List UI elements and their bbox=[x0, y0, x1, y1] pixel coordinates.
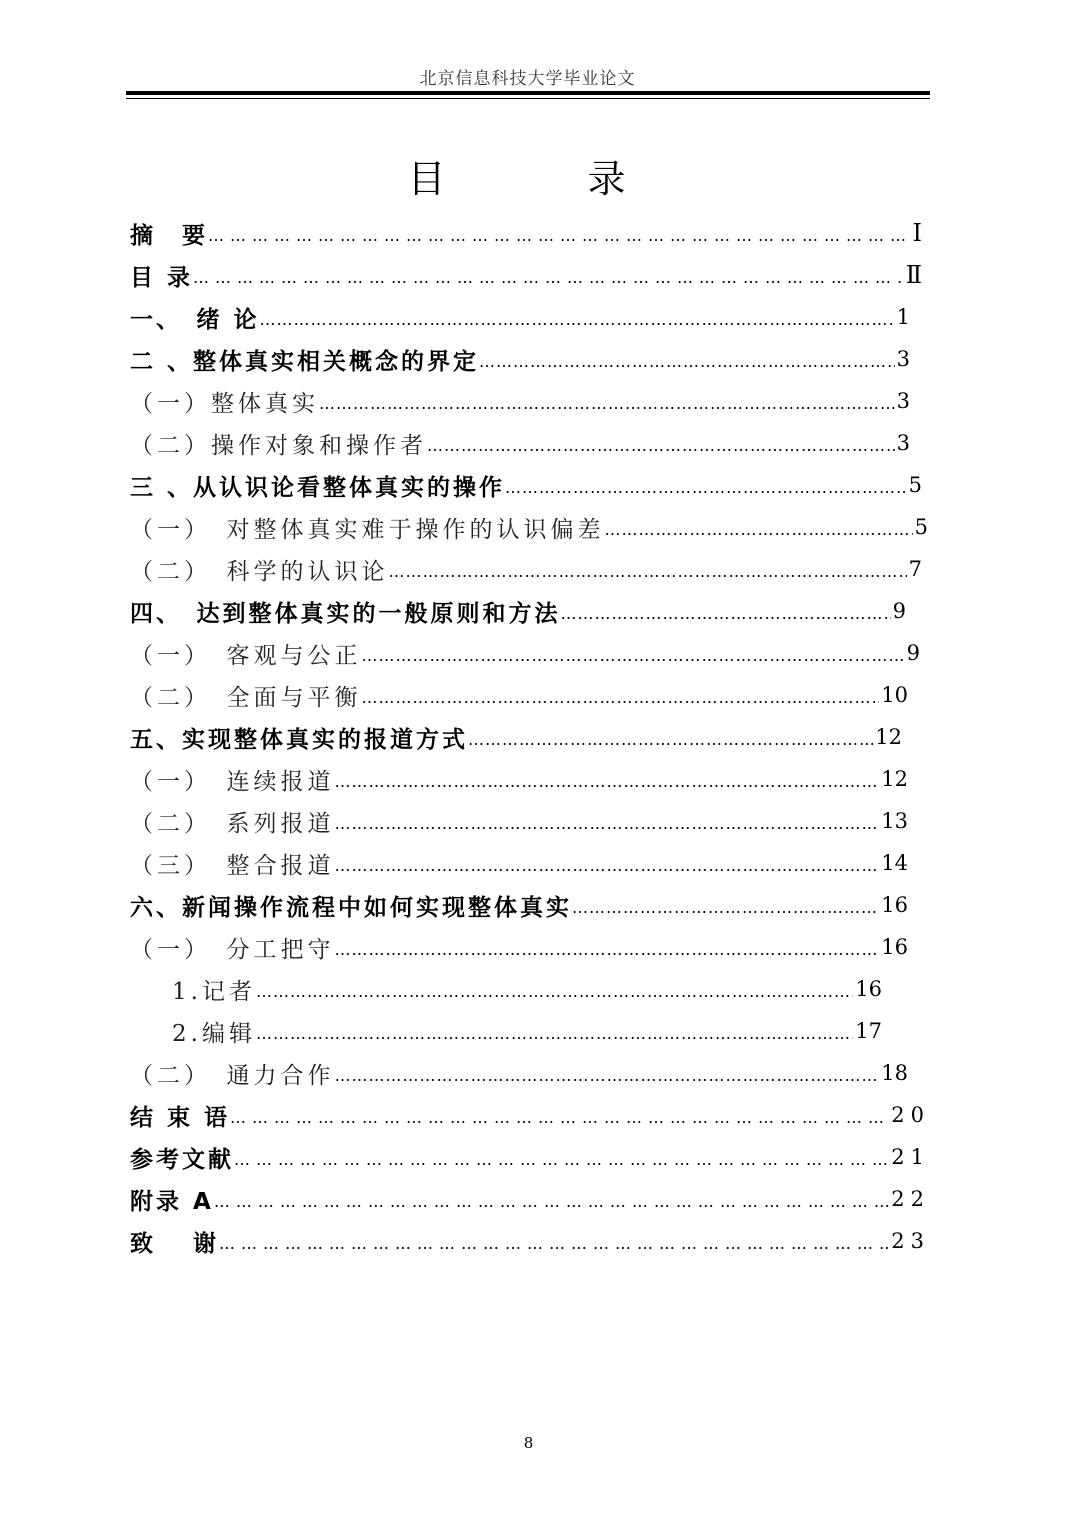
toc-entry-page: Ⅰ bbox=[912, 219, 922, 247]
toc-entry-label: （一） 客观与公正 bbox=[130, 642, 362, 669]
toc-entry-page: 18 bbox=[881, 1061, 908, 1085]
toc-entry-page: 9 bbox=[892, 599, 906, 623]
toc-entry-page: 10 bbox=[881, 683, 908, 707]
toc-entry-label: 二 、整体真实相关概念的界定 bbox=[130, 348, 480, 375]
toc-entry[interactable] bbox=[172, 1011, 882, 1051]
toc-entry[interactable] bbox=[130, 591, 906, 631]
toc-entry-page: 21 bbox=[891, 1145, 930, 1169]
toc-entry[interactable] bbox=[130, 549, 922, 589]
toc-leader-dots bbox=[319, 390, 895, 412]
toc-entry[interactable] bbox=[130, 1095, 930, 1135]
toc-leader-dots bbox=[260, 306, 895, 328]
toc-entry-label: 参考文献 bbox=[130, 1146, 234, 1173]
toc-entry-page: 7 bbox=[908, 557, 922, 581]
toc-entry-page: 12 bbox=[881, 767, 908, 791]
toc-entry-label: 六、新闻操作流程中如何实现整体真实 bbox=[130, 894, 572, 921]
toc-entry[interactable] bbox=[130, 381, 910, 421]
toc-entry-label: 附录 A bbox=[130, 1188, 214, 1215]
toc-entry[interactable] bbox=[130, 297, 910, 337]
toc-entry-page: 17 bbox=[855, 1019, 882, 1043]
toc-entry-label: 1.记者 bbox=[172, 978, 256, 1005]
toc-entry[interactable] bbox=[130, 1137, 930, 1177]
toc-leader-dots bbox=[362, 684, 880, 706]
toc-entry[interactable] bbox=[130, 213, 922, 253]
toc-entry-label: 结 束 语 bbox=[130, 1104, 231, 1131]
toc-entry-label: （一） 对整体真实难于操作的认识偏差 bbox=[130, 516, 605, 543]
toc-entry-page: 9 bbox=[906, 641, 920, 665]
toc-leader-dots bbox=[256, 978, 853, 1000]
toc-entry-label: （二） 系列报道 bbox=[130, 810, 335, 837]
toc-entry-label: （一） 分工把守 bbox=[130, 936, 335, 963]
toc-entry[interactable] bbox=[130, 1179, 930, 1219]
toc-leader-dots bbox=[389, 558, 907, 580]
toc-entry-page: 22 bbox=[891, 1187, 930, 1211]
toc-entry-label: 五、实现整体真实的报道方式 bbox=[130, 726, 468, 753]
toc-entry[interactable] bbox=[130, 717, 902, 757]
toc-entry-page: 5 bbox=[914, 515, 928, 539]
toc-entry-page: 5 bbox=[908, 473, 922, 497]
toc-entry[interactable] bbox=[130, 801, 908, 841]
toc-leader-dots bbox=[335, 768, 880, 790]
toc-entry[interactable] bbox=[130, 633, 920, 673]
toc-leader-dots bbox=[572, 894, 879, 916]
toc-leader-dots bbox=[335, 1062, 880, 1084]
header-rule-thin bbox=[126, 98, 930, 99]
toc-entry-page: 1 bbox=[896, 305, 910, 329]
toc-leader-dots bbox=[427, 432, 895, 454]
running-header: 北京信息科技大学毕业论文 bbox=[419, 69, 636, 89]
toc-leader-dots bbox=[362, 642, 905, 664]
toc-leader-dots bbox=[256, 1020, 853, 1042]
toc-entry-page: Ⅱ bbox=[905, 261, 922, 289]
toc-entry[interactable] bbox=[130, 675, 908, 715]
toc-entry-label: 目 录 bbox=[130, 264, 194, 291]
toc-entry-page: 3 bbox=[896, 389, 910, 413]
toc-entry-label: （一） 连续报道 bbox=[130, 768, 335, 795]
toc-entry-label: 摘 要 bbox=[130, 222, 208, 249]
toc-entry-page: 16 bbox=[881, 935, 908, 959]
toc-entry[interactable] bbox=[130, 423, 910, 463]
toc-entry-label: （二） 通力合作 bbox=[130, 1062, 335, 1089]
toc-entry[interactable] bbox=[130, 507, 928, 547]
header-rule-thick bbox=[126, 91, 930, 95]
toc-leader-dots bbox=[561, 600, 891, 622]
toc-leader-dots bbox=[479, 348, 895, 370]
toc-entry-page: 20 bbox=[891, 1103, 930, 1127]
toc-entry[interactable] bbox=[130, 1221, 930, 1261]
page-number: 8 bbox=[523, 1434, 534, 1452]
toc-entry[interactable] bbox=[130, 465, 922, 505]
toc-entry[interactable] bbox=[130, 927, 908, 967]
toc-leader-dots bbox=[335, 936, 880, 958]
toc-entry-page: 23 bbox=[891, 1229, 930, 1253]
toc-entry[interactable] bbox=[130, 885, 908, 925]
toc-entry-page: 3 bbox=[896, 347, 910, 371]
toc-title: 目 录 bbox=[407, 157, 678, 201]
toc-entry-page: 16 bbox=[855, 977, 882, 1001]
toc-entry-label: （一）整体真实 bbox=[130, 390, 319, 417]
toc-leader-dots bbox=[214, 1188, 889, 1210]
toc-entry-page: 13 bbox=[881, 809, 908, 833]
toc-leader-dots bbox=[193, 264, 904, 286]
toc-entry-label: （二） 全面与平衡 bbox=[130, 684, 362, 711]
toc-leader-dots bbox=[208, 222, 911, 244]
toc-entry-label: （二） 科学的认识论 bbox=[130, 558, 389, 585]
toc-entry-label: 致 谢 bbox=[130, 1230, 220, 1257]
toc-leader-dots bbox=[335, 852, 880, 874]
toc-leader-dots bbox=[335, 810, 880, 832]
toc-leader-dots bbox=[219, 1230, 889, 1252]
toc-entry-label: 一、 绪 论 bbox=[130, 306, 260, 333]
toc-leader-dots bbox=[505, 474, 907, 496]
toc-entry[interactable] bbox=[130, 255, 922, 295]
toc-entry-page: 12 bbox=[875, 725, 902, 749]
toc-entry[interactable] bbox=[130, 843, 908, 883]
toc-entry-page: 16 bbox=[881, 893, 908, 917]
toc-entry-label: （三） 整合报道 bbox=[130, 852, 335, 879]
toc-entry-label: 四、 达到整体真实的一般原则和方法 bbox=[130, 600, 561, 627]
toc-entry-label: （二）操作对象和操作者 bbox=[130, 432, 427, 459]
toc-leader-dots bbox=[230, 1104, 889, 1126]
toc-entry[interactable] bbox=[130, 339, 910, 379]
toc-leader-dots bbox=[234, 1146, 889, 1168]
toc-entry[interactable] bbox=[130, 1053, 908, 1093]
toc-entry-page: 3 bbox=[896, 431, 910, 455]
toc-entry-label: 2.编辑 bbox=[172, 1020, 256, 1047]
toc-entry[interactable] bbox=[172, 969, 882, 1009]
toc-entry-page: 14 bbox=[881, 851, 908, 875]
toc-leader-dots bbox=[605, 516, 913, 538]
toc-entry[interactable] bbox=[130, 759, 908, 799]
toc-leader-dots bbox=[468, 726, 873, 748]
toc-entry-label: 三 、从认识论看整体真实的操作 bbox=[130, 474, 506, 501]
